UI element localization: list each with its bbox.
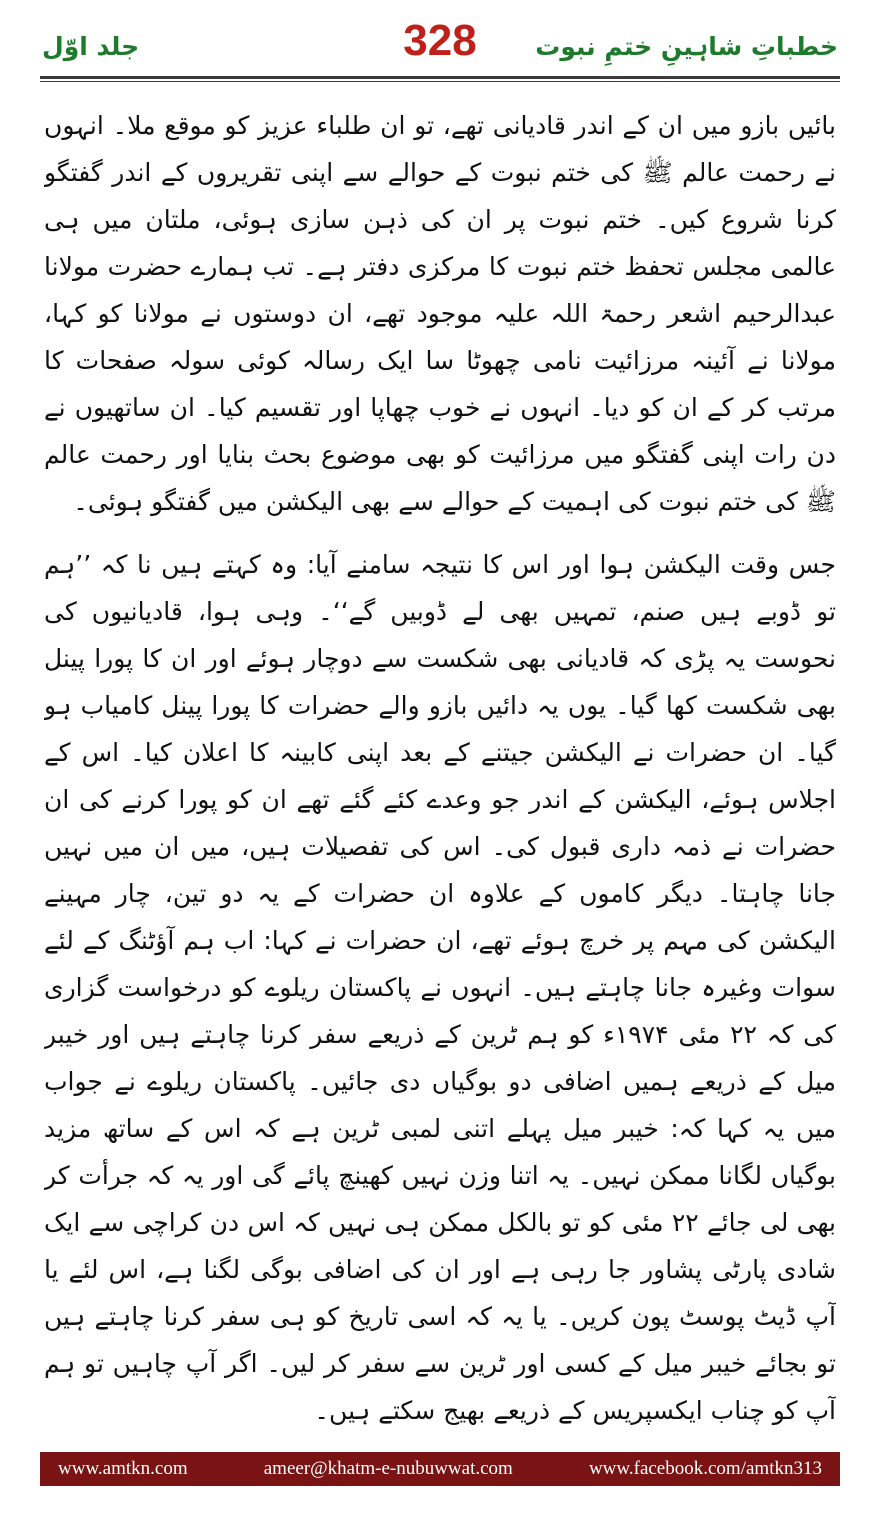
- volume-label: جلد اوّل: [42, 32, 140, 61]
- facebook-link[interactable]: www.facebook.com/amtkn313: [588, 1458, 822, 1479]
- header-divider-thin: [40, 81, 840, 82]
- header-divider: [40, 76, 840, 79]
- book-title: خطباتِ شاہینِ ختمِ نبوت: [535, 32, 838, 61]
- paragraph-1: بائیں بازو میں ان کے اندر قادیانی تھے، تو ان طلباء عزیز کو موقع ملا۔ انہوں نے رحمت عالم ﷺ کی ختم نبوت کے حوالے سے اپنی تقریروں کے اندر گفتگو کرنا شروع کیں۔ ختم نبوت پر ان کی ذہن سازی ہوئی، ملتان میں ہی عالمی مجلس تحفظ ختم نبوت کا مرکزی دفتر ہے۔ تب ہمارے حضرت مولانا عبدالرحیم اشعر رحمۃ اللہ علیہ موجود تھے، ان دوستوں نے مولانا کو کہا، مولانا نے آئینہ مرزائیت نامی چھوٹا سا ایک رسالہ کوئی سولہ صفحات کا مرتب کر کے ان کو دیا۔ انہوں نے خوب چھاپا اور تقسیم کیا۔ ان ساتھیوں نے دن رات اپنی گفتگو میں مرزائیت کو بھی موضوع بحث بنایا اور رحمت عالم ﷺ کی ختم نبوت کی اہمیت کے حوالے سے بھی الیکشن میں گفتگو ہوئی۔: [44, 111, 836, 516]
- email-link[interactable]: ameer@khatm-e-nubuwwat.com: [263, 1458, 513, 1479]
- paragraph-2: جس وقت الیکشن ہوا اور اس کا نتیجہ سامنے آیا: وہ کہتے ہیں نا کہ ’’ہم تو ڈوبے ہیں صنم، تمہیں بھی لے ڈوبیں گے‘‘۔ وہی ہوا، قادیانیوں کی نحوست یہ پڑی کہ قادیانی بھی شکست سے دوچار ہوئے اور ان کا پورا پینل بھی شکست کھا گیا۔ یوں یہ دائیں بازو والے حضرات کا پورا پینل کامیاب ہو گیا۔ ان حضرات نے الیکشن جیتنے کے بعد اپنی کابینہ کا اعلان کیا۔ اس کے اجلاس ہوئے، الیکشن کے اندر جو وعدے کئے گئے تھے ان کو پورا کرنے کی ان حضرات نے ذمہ داری قبول کی۔ اس کی تفصیلات ہیں، میں ان میں نہیں جانا چاہتا۔ دیگر کاموں کے علاوہ ان حضرات کے یہ دو تین، چار مہینے الیکشن کی مہم پر خرچ ہوئے تھے، ان حضرات نے کہا: اب ہم آؤٹنگ کے لئے سوات وغیرہ جانا چاہتے ہیں۔ انہوں نے پاکستان ریلوے کو درخواست گزاری کی کہ ۲۲ مئی ۱۹۷۴ء کو ہم ٹرین کے ذریعے سفر کرنا چاہتے ہیں اور خیبر میل کے ذریعے ہمیں اضافی دو بوگیاں دی جائیں۔ پاکستان ریلوے نے جواب میں یہ کہا کہ: خیبر میل پہلے اتنی لمبی ٹرین ہے کہ اس کے ساتھ مزید بوگیاں لگانا ممکن نہیں۔ یہ اتنا وزن نہیں کھینچ پائے گی اور یہ کہ جرأت کر بھی لی جائے ۲۲ مئی کو تو بالکل ممکن ہی نہیں کہ اس دن کراچی سے ایک شادی پارٹی پشاور جا رہی ہے اور ان کی اضافی بوگی لگنا ہے، اس لئے یا آپ ڈیٹ پوسٹ پون کریں۔ یا یہ کہ اسی تاریخ کو ہی سفر کرنا چاہتے ہیں تو بجائے خیبر میل کے کسی اور ٹرین سے سفر کر لیں۔ اگر آپ چاہیں تو ہم آپ کو چناب ایکسپریس کے ذریعے بھیج سکتے ہیں۔: [44, 550, 836, 1425]
- page-body: [44, 100, 836, 1440]
- website-link[interactable]: www.amtkn.com: [58, 1458, 188, 1479]
- page-footer: [40, 1452, 840, 1486]
- page-header: [40, 14, 840, 74]
- page-number: 328: [403, 16, 477, 65]
